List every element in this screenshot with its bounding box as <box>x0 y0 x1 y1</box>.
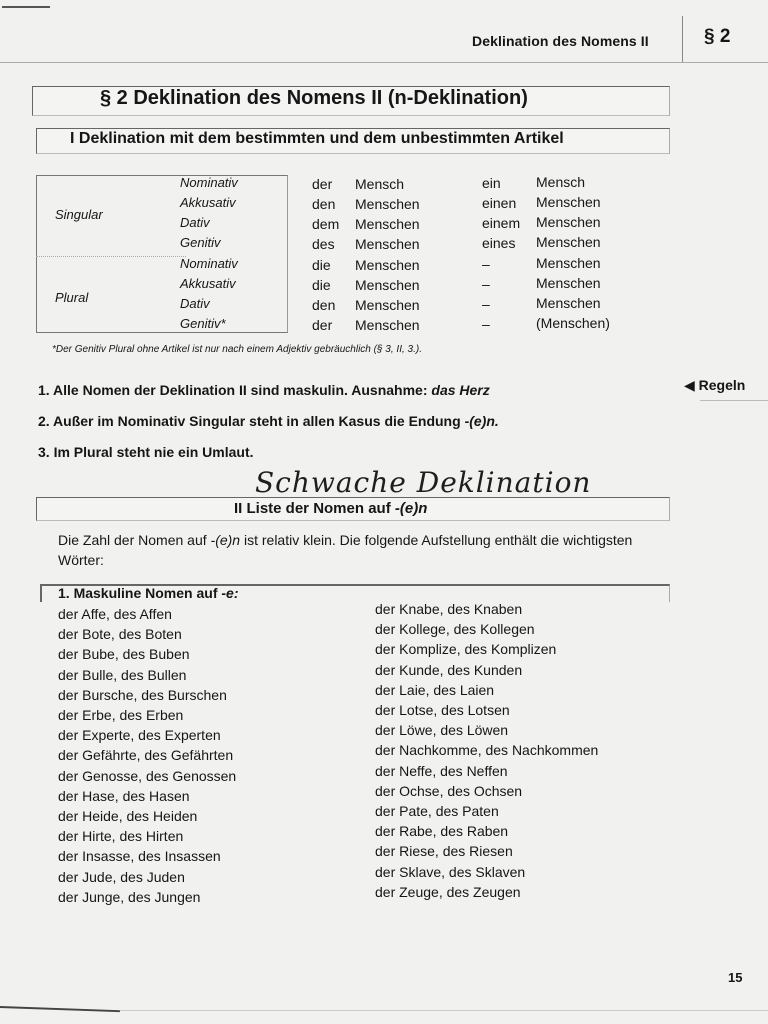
margin-label-regeln: ◀ Regeln <box>684 377 746 393</box>
list-item: der Hirte, des Hirten <box>58 828 184 845</box>
rule-3: 3. Im Plural steht nie ein Umlaut. <box>38 444 254 460</box>
list-item: der Lotse, des Lotsen <box>375 702 510 719</box>
declension-table-frame <box>36 175 288 333</box>
def-article: der <box>312 317 333 333</box>
noun-form-indef: Menschen <box>536 194 601 210</box>
noun-list-right <box>375 599 598 902</box>
list-item: der Kunde, des Kunden <box>375 661 523 678</box>
rule-2-text: 2. Außer im Nominativ Singular steht in allen Kasus die Endung <box>38 413 465 429</box>
list-item: der Sklave, des Sklaven <box>375 863 526 880</box>
indef-article: einen <box>482 195 517 211</box>
list-item: der Affe, des Affen <box>58 606 172 622</box>
list-item: der Hase, des Hasen <box>58 787 190 804</box>
list-item: der Insasse, des Insassen <box>58 848 221 865</box>
list-item: der Gefährte, des Gefährten <box>58 747 234 764</box>
def-article: den <box>312 196 336 212</box>
list-item: der Löwe, des Löwen <box>375 722 509 739</box>
list-item: der Riese, des Riesen <box>375 843 513 860</box>
plural-label: Plural <box>55 290 89 305</box>
list-item: der Bube, des Buben <box>58 646 190 663</box>
page-title: § 2 Deklination des Nomens II (n-Deklination) <box>100 87 528 109</box>
list-item: der Komplize, des Komplizen <box>375 641 557 658</box>
intro-text-rest: ist relativ klein. Die folgende Aufstellung enthält die wichtigsten Wörter: <box>58 532 633 568</box>
list-item: der Neffe, des Neffen <box>375 762 508 779</box>
rule-1-example: das Herz <box>431 382 490 398</box>
subheading-ending: -e: <box>221 585 239 601</box>
header-divider <box>682 16 683 62</box>
list-item: der Experte, des Experten <box>58 727 221 744</box>
rule-1 <box>38 382 490 398</box>
noun-form: Menschen <box>355 196 420 212</box>
scan-mark <box>2 6 50 12</box>
list-item: der Ochse, des Ochsen <box>375 782 523 799</box>
intro-ending: -(e)n <box>210 532 241 548</box>
subheading-masculine <box>58 585 239 601</box>
noun-form: Menschen <box>355 257 420 273</box>
def-article: die <box>312 257 331 273</box>
margin-rule <box>700 400 768 401</box>
noun-form-indef: Menschen <box>536 214 601 230</box>
part2-heading <box>234 500 427 517</box>
list-item: der Bote, des Boten <box>58 626 182 643</box>
list-item: der Bulle, des Bullen <box>58 666 187 683</box>
noun-form-indef: (Menschen) <box>536 315 610 331</box>
noun-form-indef: Menschen <box>536 234 601 250</box>
list-item: der Pate, des Paten <box>375 803 499 820</box>
list-item: der Erbe, des Erben <box>58 707 184 724</box>
def-article: der <box>312 176 333 192</box>
rule-1-text: 1. Alle Nomen der Deklination II sind maskulin. Ausnahme: <box>38 382 432 398</box>
list-item: der Laie, des Laien <box>375 681 495 698</box>
rule-2 <box>38 413 499 429</box>
case-cell: Genitiv <box>180 235 221 250</box>
list-item: der Rabe, des Raben <box>375 823 509 840</box>
noun-form-indef: Mensch <box>536 174 586 190</box>
page-number: 15 <box>728 970 743 985</box>
list-item: der Zeuge, des Zeugen <box>375 883 521 900</box>
case-cell: Dativ <box>180 215 210 230</box>
list-item: der Knabe, des Knaben <box>375 601 523 617</box>
case-cell: Nominativ <box>180 175 238 190</box>
case-cell: Akkusativ <box>180 276 236 291</box>
noun-form: Mensch <box>355 176 405 192</box>
noun-form: Menschen <box>355 236 420 252</box>
singular-label: Singular <box>55 207 103 222</box>
list-item: der Genosse, des Genossen <box>58 767 237 784</box>
part1-heading: I Deklination mit dem bestimmten und dem unbestimmten Artikel <box>70 130 564 147</box>
list-item: der Heide, des Heiden <box>58 808 198 825</box>
list-item: der Jude, des Juden <box>58 868 185 885</box>
indef-article: – <box>482 316 490 332</box>
part2-heading-text: II Liste der Nomen auf <box>234 500 395 517</box>
table-footnote: *Der Genitiv Plural ohne Artikel ist nur nach einem Adjektiv gebräuchlich (§ 3, II, 3.). <box>52 344 422 355</box>
header-rule <box>0 62 768 63</box>
def-article: dem <box>312 216 340 232</box>
table-divider <box>36 256 186 257</box>
rule-2-ending: -(e)n. <box>464 413 499 429</box>
noun-form: Menschen <box>355 277 420 293</box>
list-item: der Nachkomme, des Nachkommen <box>375 742 599 759</box>
noun-form: Menschen <box>355 297 420 313</box>
part2-heading-ending: -(e)n <box>394 500 428 517</box>
noun-form: Menschen <box>355 317 420 333</box>
scan-edge-stroke <box>0 1006 120 1012</box>
noun-form: Menschen <box>355 216 420 232</box>
running-head: Deklination des Nomens II <box>472 33 649 49</box>
indef-article: – <box>482 296 490 312</box>
noun-form-indef: Menschen <box>536 275 601 291</box>
def-article: den <box>312 297 336 313</box>
list-item: der Kollege, des Kollegen <box>375 621 535 638</box>
subheading-text: 1. Maskuline Nomen auf <box>58 585 222 601</box>
list-item: der Bursche, des Burschen <box>58 686 227 703</box>
indef-article: – <box>482 276 490 292</box>
indef-article: einem <box>482 215 521 231</box>
case-cell: Nominativ <box>180 256 238 271</box>
def-article: des <box>312 236 335 252</box>
footer-rule <box>120 1010 768 1011</box>
handwritten-note: Schwache Deklination <box>255 466 592 499</box>
indef-article: – <box>482 256 490 272</box>
indef-article: ein <box>482 175 501 191</box>
noun-form-indef: Menschen <box>536 255 601 271</box>
noun-form-indef: Menschen <box>536 295 601 311</box>
part2-intro <box>58 530 658 570</box>
list-item: der Junge, des Jungen <box>58 888 201 905</box>
case-cell: Akkusativ <box>180 195 236 210</box>
noun-list-left <box>58 604 236 907</box>
case-cell: Dativ <box>180 296 210 311</box>
case-cell: Genitiv* <box>180 316 226 331</box>
indef-article: eines <box>482 235 516 251</box>
intro-text: Die Zahl der Nomen auf <box>58 532 211 548</box>
section-mark: § 2 <box>704 26 731 47</box>
def-article: die <box>312 277 331 293</box>
